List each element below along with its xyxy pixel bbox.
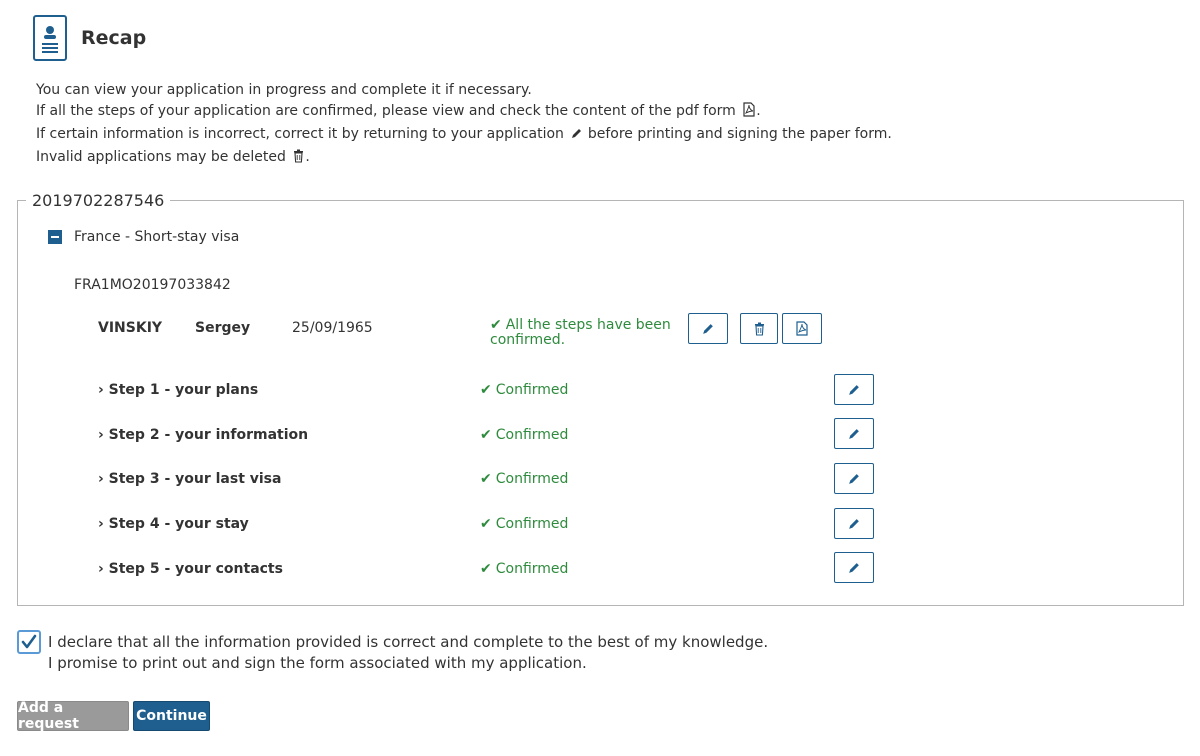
intro-line-3b: before printing and signing the paper form. bbox=[587, 126, 892, 142]
step-4-status bbox=[480, 516, 568, 532]
edit-step-5-button[interactable] bbox=[834, 552, 874, 583]
declaration-checkbox[interactable] bbox=[17, 630, 41, 654]
country-visa-row bbox=[48, 229, 239, 245]
edit-step-1-button[interactable] bbox=[834, 374, 874, 405]
step-4-status-text: Confirmed bbox=[495, 516, 569, 532]
declaration-line-2: I promise to print out and sign the form associated with my application. bbox=[48, 654, 587, 672]
step-1-label[interactable]: › Step 1 - your plans bbox=[98, 382, 259, 398]
step-3-status bbox=[480, 471, 568, 487]
pencil-icon bbox=[701, 322, 715, 336]
step-5-status-text: Confirmed bbox=[495, 561, 569, 577]
edit-step-2-button[interactable] bbox=[834, 418, 874, 449]
overall-status bbox=[490, 318, 680, 348]
step-5-label[interactable]: › Step 5 - your contacts bbox=[98, 561, 283, 577]
step-1-status-text: Confirmed bbox=[495, 382, 569, 398]
intro-line-2 bbox=[36, 101, 892, 124]
intro-line-3a: If certain information is incorrect, correct it by returning to your application bbox=[36, 126, 564, 142]
step-2-status-text: Confirmed bbox=[495, 427, 569, 443]
pencil-icon bbox=[847, 517, 861, 531]
declaration-line-1: I declare that all the information provided is correct and complete to the best of my knowledge. bbox=[48, 633, 769, 651]
pencil-icon bbox=[847, 561, 861, 575]
step-5-text: Step 5 - your contacts bbox=[108, 561, 283, 577]
intro-line-4 bbox=[36, 147, 892, 170]
step-3-status-text: Confirmed bbox=[495, 471, 569, 487]
step-2-text: Step 2 - your information bbox=[108, 427, 309, 443]
pencil-icon bbox=[847, 427, 861, 441]
checkmark-icon: ✔ bbox=[490, 317, 502, 333]
pencil-icon bbox=[847, 472, 861, 486]
pencil-icon bbox=[847, 383, 861, 397]
country-visa-label: France - Short-stay visa bbox=[74, 229, 240, 245]
application-number: 2019702287546 bbox=[32, 191, 165, 210]
step-1-status bbox=[480, 382, 568, 398]
edit-step-4-button[interactable] bbox=[834, 508, 874, 539]
add-request-button[interactable]: Add a request bbox=[17, 701, 129, 731]
applicant-birth-date: 25/09/1965 bbox=[292, 320, 373, 336]
edit-application-button[interactable] bbox=[688, 313, 728, 344]
checkmark-icon: ✔ bbox=[480, 471, 492, 487]
step-1-text: Step 1 - your plans bbox=[108, 382, 259, 398]
document-person-icon bbox=[33, 15, 67, 61]
step-2-status bbox=[480, 427, 568, 443]
intro-line-2-period: . bbox=[756, 103, 761, 119]
checkmark-icon: ✔ bbox=[480, 516, 492, 532]
edit-step-3-button[interactable] bbox=[834, 463, 874, 494]
step-4-text: Step 4 - your stay bbox=[108, 516, 249, 532]
checkmark-icon: ✔ bbox=[480, 427, 492, 443]
checkmark-icon bbox=[21, 634, 37, 650]
application-panel bbox=[17, 191, 1184, 606]
checkmark-icon: ✔ bbox=[480, 382, 492, 398]
pdf-icon bbox=[742, 102, 756, 124]
reference-number: FRA1MO20197033842 bbox=[74, 277, 231, 293]
applicant-first-name: Sergey bbox=[195, 320, 251, 336]
intro-line-4-period: . bbox=[305, 149, 310, 165]
page-header bbox=[33, 15, 146, 61]
pdf-icon bbox=[795, 321, 809, 336]
trash-icon bbox=[753, 322, 766, 336]
applicant-last-name: VINSKIY bbox=[98, 320, 163, 336]
step-3-label[interactable]: › Step 3 - your last visa bbox=[98, 471, 282, 487]
continue-button[interactable]: Continue bbox=[133, 701, 210, 731]
declaration-text bbox=[48, 632, 768, 674]
intro-line-2-text: If all the steps of your application are confirmed, please view and check the content of the pdf form bbox=[36, 103, 736, 119]
intro-line-1: You can view your application in progress and complete it if necessary. bbox=[36, 82, 532, 98]
step-3-text: Step 3 - your last visa bbox=[108, 471, 282, 487]
step-2-label[interactable]: › Step 2 - your information bbox=[98, 427, 309, 443]
pencil-icon bbox=[570, 126, 583, 147]
trash-icon bbox=[292, 149, 305, 170]
intro-line-4-text: Invalid applications may be deleted bbox=[36, 149, 286, 165]
delete-application-button[interactable] bbox=[740, 313, 778, 344]
view-pdf-button[interactable] bbox=[782, 313, 822, 344]
step-4-label[interactable]: › Step 4 - your stay bbox=[98, 516, 249, 532]
page-title: Recap bbox=[81, 27, 147, 49]
intro-line-3 bbox=[36, 124, 892, 147]
step-5-status bbox=[480, 561, 568, 577]
overall-status-text: All the steps have been confirmed. bbox=[490, 317, 671, 348]
intro-text bbox=[36, 80, 892, 170]
collapse-toggle-icon[interactable] bbox=[48, 230, 62, 244]
checkmark-icon: ✔ bbox=[480, 561, 492, 577]
